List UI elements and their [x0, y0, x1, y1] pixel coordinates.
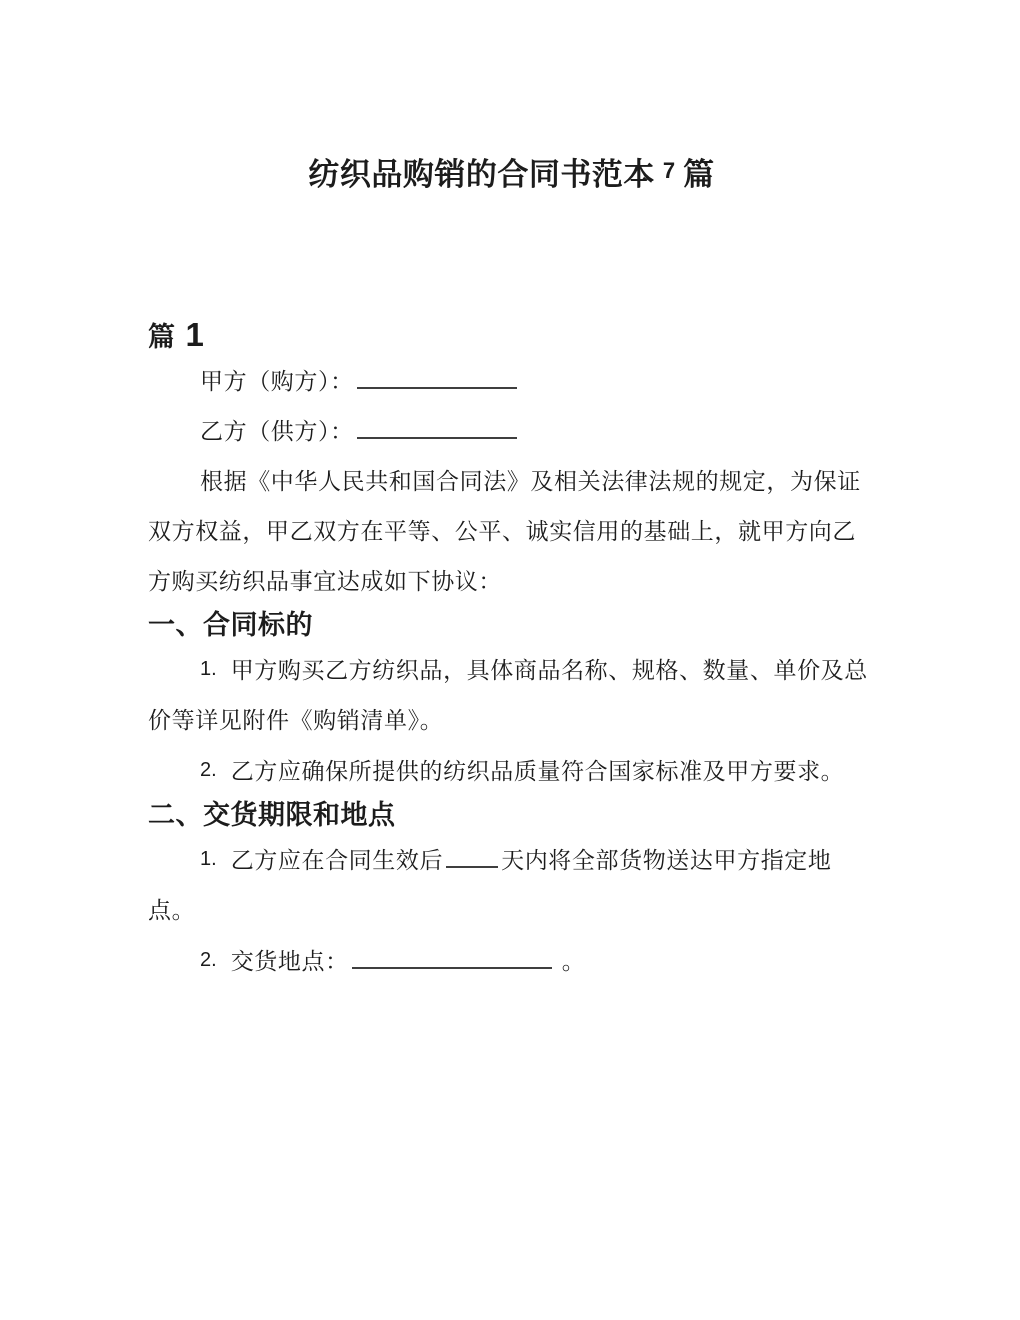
intro-paragraph: 根据《中华人民共和国合同法》及相关法律法规的规定，为保证双方权益，甲乙双方在平等、公平、诚实信用的基础上，就甲方向乙方购买纺织品事宜达成如下协议：	[148, 468, 861, 594]
clause-2-item-2	[148, 935, 875, 986]
party-a-label: 甲方（购方）：	[200, 368, 354, 394]
party-a-blank-line	[357, 373, 517, 389]
party-b-label: 乙方（供方）：	[200, 418, 354, 444]
clause-2-item-2-number: 2.	[200, 949, 217, 971]
doc-title-prefix: 纺织品购销的合同书范本	[308, 157, 655, 192]
part-1-heading-number: 1	[185, 316, 204, 353]
doc-title-suffix: 篇	[683, 157, 715, 192]
clause-1-item-2	[148, 745, 875, 796]
clause-1-item-1	[148, 644, 875, 745]
part-1-heading-label: 篇	[148, 322, 176, 352]
clause-2-item-2-suffix: 。	[561, 948, 586, 974]
party-b-blank-line	[357, 423, 517, 439]
clause-2-item-1-text-before: 乙方应在合同生效后	[230, 847, 444, 873]
doc-title-number: 7	[662, 158, 676, 183]
clause-2-item-1-number: 1.	[200, 848, 217, 870]
delivery-days-blank-line	[446, 852, 498, 868]
doc-title	[148, 0, 875, 196]
clause-2-heading: 二、交货期限和地点	[148, 800, 396, 830]
party-a-line	[148, 356, 875, 406]
clause-1-item-1-text: 甲方购买乙方纺织品，具体商品名称、规格、数量、单价及总价等详见附件《购销清单》。	[148, 657, 868, 733]
clause-2-item-1	[148, 834, 875, 935]
part-1-heading	[148, 316, 875, 356]
party-b-line	[148, 406, 875, 456]
delivery-place-blank-line	[352, 953, 552, 969]
clause-2-item-2-label: 交货地点：	[230, 948, 349, 974]
clause-2-item-1-text-after: 天内将全部货物送达甲方指定地点。	[148, 847, 832, 923]
clause-1-heading: 一、合同标的	[148, 610, 313, 640]
clause-1-item-2-number: 2.	[200, 759, 217, 781]
clause-1-item-1-number: 1.	[200, 658, 217, 680]
clause-1-item-2-text: 乙方应确保所提供的纺织品质量符合国家标准及甲方要求。	[230, 758, 845, 784]
